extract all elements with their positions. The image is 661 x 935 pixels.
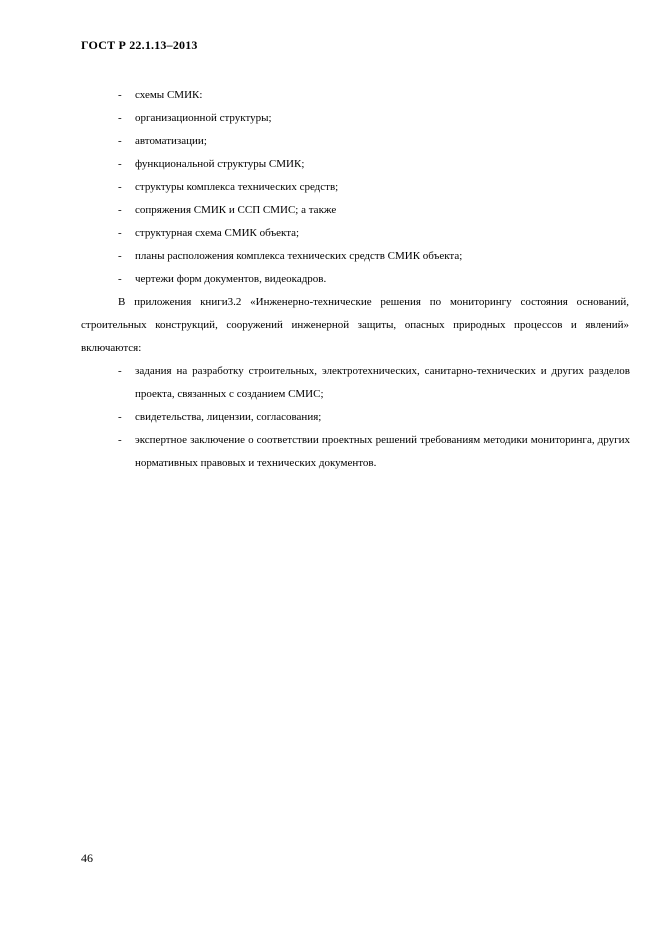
list-item xyxy=(118,268,638,291)
list-bullet: - xyxy=(118,250,122,262)
list-item-text: свидетельства, лицензии, согласования; xyxy=(135,411,322,423)
list-item xyxy=(118,406,630,429)
page-number: 46 xyxy=(81,851,93,865)
appendix-list xyxy=(118,360,630,475)
list-item xyxy=(118,84,638,107)
list-item xyxy=(118,107,638,130)
list-item-text: структурная схема СМИК объекта; xyxy=(135,227,300,239)
list-bullet: - xyxy=(118,181,122,193)
list-item-text: структуры комплекса технических средств; xyxy=(135,181,339,193)
document-header: ГОСТ Р 22.1.13–2013 xyxy=(81,38,198,52)
list-item-text: сопряжения СМИК и ССП СМИС; а также xyxy=(135,204,337,216)
body-paragraph: В приложения книги3.2 «Инженерно-технические решения по мониторингу состояния оснований, строительных конструкций, сооружений инженерной защиты, опасных природных процессов и явлений» включаются: xyxy=(81,296,629,354)
list-item xyxy=(118,176,638,199)
list-item-text: схемы СМИК: xyxy=(135,89,203,101)
list-bullet: - xyxy=(118,89,122,101)
list-item xyxy=(118,245,638,268)
list-item-text: автоматизации; xyxy=(135,135,207,147)
list-item-text: функциональной структуры СМИК; xyxy=(135,158,305,170)
list-bullet: - xyxy=(118,204,122,216)
list-item-text: планы расположения комплекса технических средств СМИК объекта; xyxy=(135,250,463,262)
list-bullet: - xyxy=(118,135,122,147)
list-bullet: - xyxy=(118,411,122,423)
list-bullet: - xyxy=(118,273,122,285)
list-item xyxy=(118,153,638,176)
list-item xyxy=(118,130,638,153)
list-bullet: - xyxy=(118,365,122,377)
list-item xyxy=(118,222,638,245)
list-item-text: чертежи форм документов, видеокадров. xyxy=(135,273,327,285)
list-item-text: экспертное заключение о соответствии проектных решений требованиям методики мониторинга, других нормативных правовых и технических документов. xyxy=(135,434,630,469)
list-item-text: задания на разработку строительных, электротехнических, санитарно-технических и других разделов проекта, связанных с созданием СМИС; xyxy=(135,365,630,400)
list-item xyxy=(118,199,638,222)
list-item-text: организационной структуры; xyxy=(135,112,272,124)
list-bullet: - xyxy=(118,112,122,124)
list-bullet: - xyxy=(118,227,122,239)
list-bullet: - xyxy=(118,158,122,170)
list-bullet: - xyxy=(118,434,122,446)
list-item xyxy=(118,429,630,475)
drawings-list xyxy=(118,84,638,291)
list-item xyxy=(118,360,630,406)
